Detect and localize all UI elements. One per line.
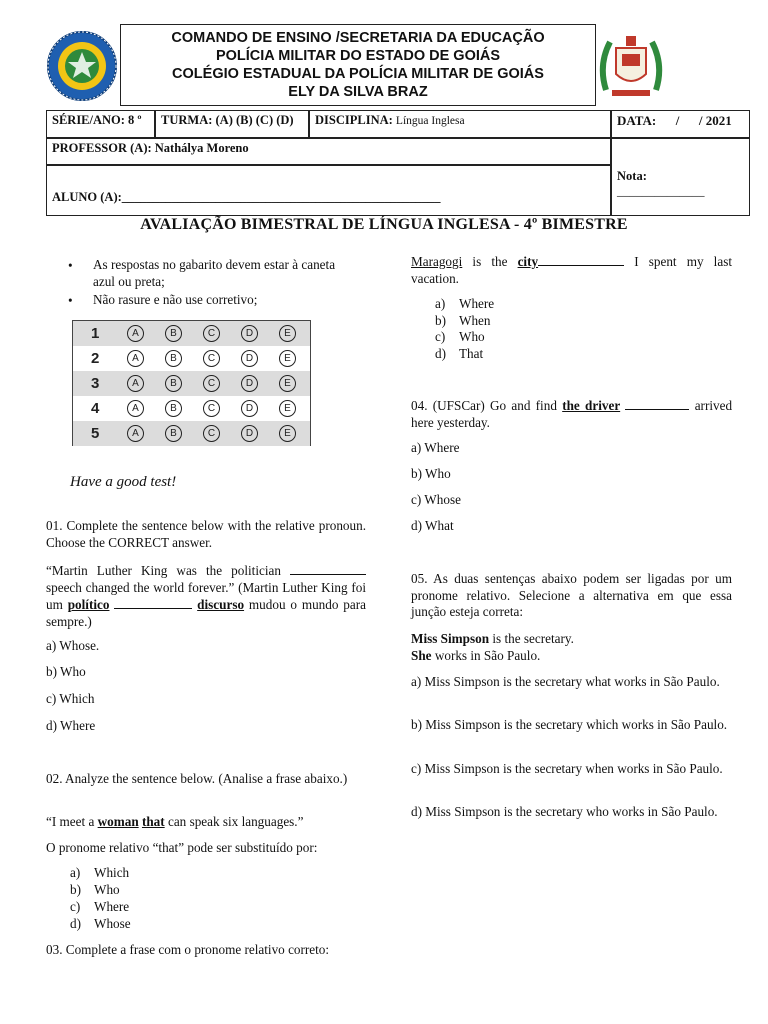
q3-option-c-letter: c)	[435, 329, 446, 344]
answer-bubble[interactable]: D	[241, 425, 258, 442]
header-line-3: COLÉGIO ESTADUAL DA POLÍCIA MILITAR DE GOIÁS	[172, 66, 544, 82]
answer-bubble[interactable]: D	[241, 375, 258, 392]
grade-label: Nota:	[617, 169, 647, 183]
q1-text-1: “Martin Luther King was the politician	[46, 563, 281, 578]
q4-text-2: arrived here yesterday.	[411, 398, 733, 430]
answer-bubble[interactable]: A	[127, 325, 144, 342]
q1-option-c[interactable]: c) Which	[46, 691, 95, 706]
grade-cell	[611, 138, 750, 216]
bullet-icon: •	[68, 258, 73, 273]
q1-sentence	[46, 562, 366, 630]
q1-blank-1[interactable]	[290, 562, 366, 575]
q3-option-a-letter: a)	[435, 296, 446, 311]
q4-stem	[411, 397, 732, 431]
answer-row-number: 3	[91, 375, 100, 392]
answer-bubble[interactable]: B	[165, 350, 182, 367]
q5-option-d[interactable]: d) Miss Simpson is the secretary who works in São Paulo.	[411, 804, 718, 819]
q2-stem: 02. Analyze the sentence below. (Analise a frase abaixo.)	[46, 771, 348, 786]
q3-text-1: is the	[472, 254, 508, 269]
q2-word-that: that	[141, 814, 165, 829]
q5-option-a[interactable]: a) Miss Simpson is the secretary what works in São Paulo.	[411, 674, 720, 689]
q4-text-1: 04. (UFSCar) Go and find	[411, 398, 557, 413]
header-line-2: POLÍCIA MILITAR DO ESTADO DE GOIÁS	[215, 48, 501, 64]
q2-prompt: O pronome relativo “that” pode ser substituído por:	[46, 840, 318, 855]
answer-bubble[interactable]: B	[165, 375, 182, 392]
q4-option-a[interactable]: a) Where	[411, 440, 460, 455]
answer-row-number: 2	[91, 350, 100, 367]
q2-option-d-letter: d)	[70, 916, 81, 931]
bullet-icon: •	[68, 293, 73, 308]
answer-bubble[interactable]: C	[203, 325, 220, 342]
answer-bubble[interactable]: B	[165, 425, 182, 442]
q4-blank[interactable]	[625, 397, 689, 410]
student-name-cell[interactable]: ALUNO (A):___________________________________________________	[46, 165, 611, 216]
q2-word-woman: woman	[97, 814, 139, 829]
answer-row	[73, 321, 310, 346]
answer-row	[73, 396, 310, 421]
answer-row-number: 5	[91, 425, 100, 442]
answer-bubble[interactable]: E	[279, 350, 296, 367]
disciplina-value: Língua Inglesa	[395, 115, 465, 127]
q5-sentence-1	[411, 631, 732, 648]
answer-bubble[interactable]: A	[127, 375, 144, 392]
q1-option-b[interactable]: b) Who	[46, 664, 86, 679]
q2-option-c-letter: c)	[70, 899, 81, 914]
grade-line[interactable]: ______________	[617, 184, 705, 198]
q5-line-1: is the secretary.	[492, 631, 574, 646]
instruction-1: As respostas no gabarito devem estar à caneta azul ou preta;	[93, 257, 336, 289]
q3-word-maragogi: Maragogi	[411, 254, 463, 269]
q5-line-2: works in São Paulo.	[434, 648, 541, 663]
q2-option-d[interactable]: Whose	[94, 916, 131, 931]
answer-bubble[interactable]: D	[241, 325, 258, 342]
header-line-4: ELY DA SILVA BRAZ	[288, 84, 428, 100]
good-test-message: Have a good test!	[70, 474, 177, 490]
q3-blank[interactable]	[538, 253, 624, 266]
q2-option-b-letter: b)	[70, 882, 81, 897]
q5-word-she: She	[411, 648, 432, 663]
answer-bubble[interactable]: C	[203, 400, 220, 417]
q4-option-b[interactable]: b) Who	[411, 466, 451, 481]
q3-sentence	[411, 253, 732, 287]
q2-option-b[interactable]: Who	[94, 882, 120, 897]
answer-bubble[interactable]: A	[127, 350, 144, 367]
q2-option-c[interactable]: Where	[94, 899, 130, 914]
answer-bubble[interactable]: C	[203, 375, 220, 392]
date-cell: DATA: / / 2021	[611, 110, 750, 138]
q2-text-2: can speak six languages.”	[167, 814, 304, 829]
q1-stem: 01. Complete the sentence below with the relative pronoun. Choose the CORRECT answer.	[46, 518, 366, 550]
q5-stem: 05. As duas sentenças abaixo podem ser ligadas por um pronome relativo. Selecione a alternativa em que essa junção esteja correta:	[411, 571, 732, 619]
q1-option-d[interactable]: d) Where	[46, 718, 96, 733]
header-line-1: COMANDO DE ENSINO /SECRETARIA DA EDUCAÇÃO	[171, 30, 545, 46]
q3-word-city: city	[517, 254, 539, 269]
q3-option-b-letter: b)	[435, 313, 446, 328]
school-crest-logo	[596, 30, 666, 102]
q2-option-a[interactable]: Which	[94, 865, 130, 880]
q3-option-c[interactable]: Who	[459, 329, 485, 344]
q5-word-miss-simpson: Miss Simpson	[411, 631, 490, 646]
answer-row	[73, 421, 310, 446]
instruction-2: Não rasure e não use corretivo;	[93, 292, 258, 307]
q3-option-a[interactable]: Where	[459, 296, 495, 311]
answer-row-number: 1	[91, 325, 100, 342]
q1-word-discurso: discurso	[197, 597, 245, 612]
q4-word-driver: the driver	[562, 398, 621, 413]
q3-text-2: I spent my last vacation.	[411, 254, 732, 286]
q1-word-politico: político	[67, 597, 110, 612]
q3-option-d-letter: d)	[435, 346, 446, 361]
turma-cell: TURMA: (A) (B) (C) (D)	[155, 110, 309, 138]
q3-option-b[interactable]: When	[459, 313, 491, 328]
answer-bubble[interactable]: C	[203, 425, 220, 442]
disciplina-label: DISCIPLINA:	[315, 113, 393, 127]
answer-row	[73, 346, 310, 371]
answer-bubble[interactable]: D	[241, 400, 258, 417]
answer-bubble[interactable]: A	[127, 425, 144, 442]
q2-text-1: “I meet a	[46, 814, 95, 829]
exam-title: AVALIAÇÃO BIMESTRAL DE LÍNGUA INGLESA - 4º BIMESTRE	[140, 216, 628, 233]
q1-text-2: speech changed the world forever.” (Martin Luther King foi um	[46, 579, 366, 612]
q1-option-a[interactable]: a) Whose.	[46, 638, 100, 653]
q1-text-3: mudou o mundo para sempre.)	[46, 597, 366, 629]
answer-bubble[interactable]: E	[279, 375, 296, 392]
answer-bubble[interactable]: B	[165, 400, 182, 417]
q5-option-c[interactable]: c) Miss Simpson is the secretary when works in São Paulo.	[411, 761, 723, 776]
answer-bubble[interactable]: D	[241, 350, 258, 367]
q4-option-d[interactable]: d) What	[411, 518, 454, 533]
q5-option-b[interactable]: b) Miss Simpson is the secretary which works in São Paulo.	[411, 717, 728, 732]
q3-option-d[interactable]: That	[459, 346, 484, 361]
answer-bubble[interactable]: C	[203, 350, 220, 367]
q5-sentence-2	[411, 648, 732, 665]
answer-row-number: 4	[91, 400, 100, 417]
serie-cell: SÉRIE/ANO: 8 º	[46, 110, 155, 138]
answer-bubble[interactable]: B	[165, 325, 182, 342]
q2-sentence	[46, 814, 366, 831]
q3-stem: 03. Complete a frase com o pronome relativo correto:	[46, 942, 330, 957]
q4-option-c[interactable]: c) Whose	[411, 492, 461, 507]
professor-cell: PROFESSOR (A): Nathálya Moreno	[46, 138, 611, 165]
q2-option-a-letter: a)	[70, 865, 81, 880]
answer-sheet-grid	[72, 320, 311, 446]
answer-bubble[interactable]: E	[279, 425, 296, 442]
answer-bubble[interactable]: E	[279, 400, 296, 417]
q1-blank-2[interactable]	[114, 596, 192, 609]
answer-row	[73, 371, 310, 396]
answer-bubble[interactable]: E	[279, 325, 296, 342]
answer-bubble[interactable]: A	[127, 400, 144, 417]
